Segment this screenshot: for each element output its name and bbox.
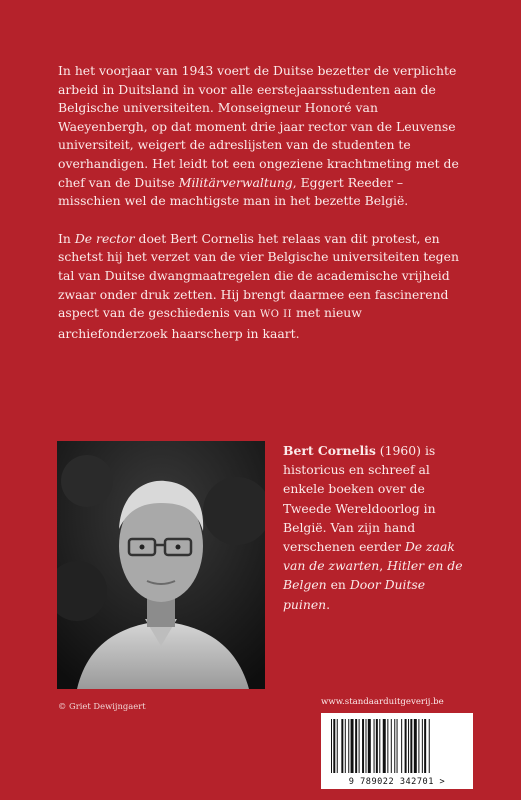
publisher-website: www.standaarduitgeverij.be	[321, 697, 444, 707]
blurb-paragraph-2: In De rector doet Bert Cornelis het relaas van dit protest, en schetst hij het verzet van de vier Belgische universiteiten tegen tal van Duitse dwangmaatregelen die de academische vrijheid zwaar onder druk zetten. Hij brengt daarmee een fascinerend aspect van de geschiedenis van WO II met nieuw archiefonderzoek haarscherp in kaart.	[58, 230, 459, 341]
blurb-paragraph-1: In het voorjaar van 1943 voert de Duitse bezetter de verplichte arbeid in Duitsland in voor alle eerstejaarsstudenten aan de Belgische universiteiten. Monseigneur Honoré van Waeyenbergh, op dat moment drie jaar rector van de Leuvense universiteit, weigert de adreslijsten van de studenten te overhandigen. Het leidt tot een ongeziene krachtmeting met de chef van de Duitse Militärverwaltung, Eggert Reeder – misschien wel de machtigste man in het bezette België.	[58, 63, 459, 209]
back-cover-blurb	[58, 62, 468, 362]
photo-credit: © Griet Dewijngaert	[58, 701, 146, 711]
barcode-bars-icon	[321, 713, 473, 777]
isbn-barcode	[321, 713, 473, 789]
author-name: Bert Cornelis	[283, 443, 376, 458]
author-photo	[57, 441, 265, 689]
author-bio: Bert Cornelis (1960) is historicus en schreef al enkele boeken over de Tweede Wereldoorlog in België. Van zijn hand verschenen eerder De zaak van de zwarten, Hitler en de Belgen en Door Duitse puinen.	[283, 443, 463, 612]
isbn-number: 9 789022 342701 >	[348, 777, 446, 787]
